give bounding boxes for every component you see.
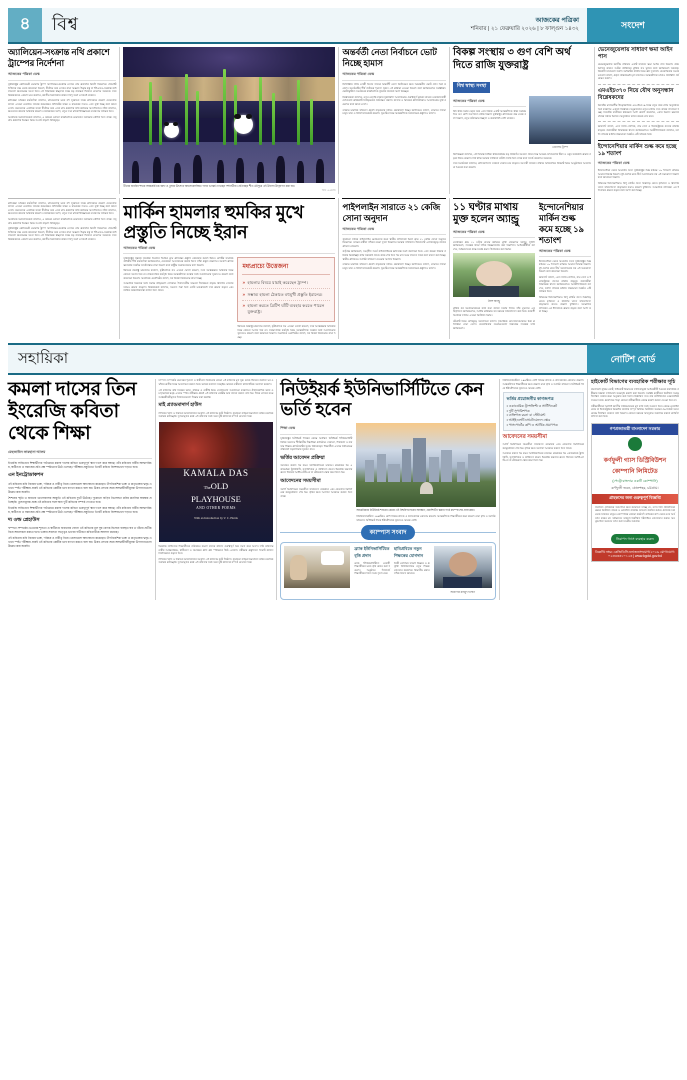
byline-iran: আজকের পত্রিকা ডেস্ক xyxy=(123,245,335,255)
nyu-sec2-body: আর্লি ডিসিশনের সময়সীমা সাধারণত নভেম্বরে এবং রেগুলার ডিসিশনের জানুয়ারিতে শেষ হয়। বৃত্তির জন্য আলাদা আবেদন করতে হতে পারে। xyxy=(280,487,353,498)
headline-nyu: নিউইয়র্ক ইউনিভার্সিটিতে কেন ভর্তি হবেন xyxy=(280,379,484,420)
notice-body-2: পরীক্ষার্থীদের অবশ্যই জাতীয় পরিচয়পত্রের মূল কপি সঙ্গে আনতে হবে। কেন্দ্রে মোবাইল ফোন বা ইলেকট্রনিক ডিভাইস ব্যবহার সম্পূর্ণ নিষিদ্ধ। নির্ধারিত সময়ের ৩০ মিনিট আগে কেন্দ্রে উপস্থিত থাকতে বলা হয়েছে। কোনো ধরনের অসদুপায় অবলম্বন করলে প্রার্থিতা বাতিল করা হবে। xyxy=(590,404,679,419)
column-pipeline xyxy=(342,198,446,340)
alien-body-1: যুক্তরাষ্ট্রের প্রেসিডেন্ট ডোনাল্ড ট্রাম্প অ্যালিয়েন-সংক্রান্ত গোপন নথি প্রকাশের নির্দেশ দিয়েছেন। হোয়াইট হাউসের পক্ষ থেকে জানানো হয়েছে, দীর্ঘদিন ধরে গোপন রাখা অজ্ঞাত উড়ন্ত বস্তু বা ইউএফও-সংক্রান্ত ফাইলগুলো জনসমক্ষে আনা হবে। এই সিদ্ধান্তকে স্বচ্ছতার পক্ষে বড় পদক্ষেপ হিসেবে দেখছেন অনেকে। তবে বিশ্লেষকদের একাংশ মনে করছেন, জাতীয় নিরাপত্তার কারণে কিছু অংশ গোপনই থাকবে। xyxy=(8,83,117,97)
campus-photo-2-caption: অধ্যাপক মাহমুদ হাসান xyxy=(450,589,475,594)
byline-pipeline: আজকের পত্রিকা ডেস্ক xyxy=(342,226,446,236)
headline-hamas: অন্তর্বর্তী নেতা নির্বাচনে ভোট নিচ্ছে হামাস xyxy=(342,47,437,68)
notice-title: হাইকোর্ট বিভাগের ব্যবহারিক পরীক্ষার সূচি xyxy=(590,379,676,386)
checklist-text: দুটি সুপারিশপত্র xyxy=(508,408,530,413)
panda-festival-photo xyxy=(123,47,335,183)
byline-alien: আজকের পত্রিকা ডেস্ক xyxy=(8,71,116,81)
headline-pipeline: পাইপলাইন সারাতে ২১ কেজি সোনা অনুদান xyxy=(342,201,441,223)
campus-item1-body: ব্র্যাক ইউনিভার্সিটিতে মেধাবী শিক্ষার্থীদের মধ্যে বৃত্তি প্রদান করা হয়েছে। অনুষ্ঠানে উপাচার্য শিক্ষার্থীদের হাতে সনদ তুলে দেন। xyxy=(354,561,390,576)
nyu-campus-photo xyxy=(356,423,495,507)
kamala-col2-body-1: দাম্পত্য সম্পর্কের ভেতরের শূন্যতা ও স্বাধীনতা হারানোর বেদনা এই কবিতার মূল সুর। রূপক হিসেবে ব্যবহৃত ঘর ও খাঁচার প্রতীক নিয়ে আলোচনা করতে হবে। ভাষার সরলতা সত্ত্বেও ভাবের গভীরতা কবিতাটিকে আলাদা করেছে। xyxy=(158,379,274,386)
indonesia-sidebar-body-2: বিনিময়ে ইন্দোনেশিয়াও কিছু মার্কিন পণ্যে শুল্কছাড় দেবে। কৃষিপণ্য ও জ্বালানি খাতে সহযোগিতা বাড়ানোর কথাও রয়েছে চুক্তিতে। আঞ্চলিক বাণিজ্যে এর ইতিবাচক প্রভাব পড়বে বলে আশা করা হচ্ছে। xyxy=(597,181,679,193)
column-who xyxy=(453,47,591,194)
trump-photo-caption: ডোনাল্ড ট্রাম্প xyxy=(552,145,568,149)
byline-hamas: আজকের পত্রিকা ডেস্ক xyxy=(342,71,446,81)
ad-ribbon: গ্রাহকদের জন্য গুরুত্বপূর্ণ বিজ্ঞপ্তি xyxy=(592,494,678,504)
campus-news-badge: ক্যাম্পাস সংবাদ xyxy=(361,525,416,540)
headline-iran: মার্কিন হামলার হুমকির মুখে প্রস্তুতি নিচ্ছে ইরান xyxy=(123,201,304,242)
masthead xyxy=(8,8,679,44)
tension-item-text: হামলার বিষয়ে যাচাই করেছেন ট্রাম্প। xyxy=(247,280,308,286)
sohayika-body xyxy=(8,379,679,599)
who-body-1: বিশ্ব স্বাস্থ্য সংস্থা থেকে সরে এসে বিকল্প একটি আন্তর্জাতিক স্বাস্থ্য সংস্থায় তিন গুণ বেশি অর্থ দিতে রাজি হয়েছে যুক্তরাষ্ট্র। প্রশাসনের পক্ষ থেকে বলা হয়েছে, নতুন কাঠামোয় স্বচ্ছতা ও জবাবদিহি বেশি থাকবে। xyxy=(452,109,526,120)
ad-government-header: গণপ্রজাতন্ত্রী বাংলাদেশ সরকার xyxy=(592,424,678,435)
kamala-sec1-body: এই কবিতায় কবি নিজের ভাষা, পরিচয় ও নারীত্ব নিয়ে খোলামেলা আলোচনা করেছেন। ঔপনিবেশিক ভাষা ও মাতৃভাষার দ্বন্দ্ব এখানে স্পষ্ট। পরীক্ষায় প্রায়ই এই কবিতার কেন্দ্রীয় ভাব ব্যাখ্যা করতে বলা হয়। উত্তর লেখার সময় আত্মজীবনীমূলক উপাদানগুলো উল্লেখ করা জরুরি। xyxy=(8,481,152,494)
book-title-1: OLD xyxy=(210,480,229,491)
divider xyxy=(338,47,339,194)
campus-news-badge-row xyxy=(280,525,495,540)
pipeline-body-3: গাজায় মানবিক সহায়তা প্রবেশ বাড়ানোর দাবিও জোরালো হচ্ছে। জাতিসংঘ বলছে, সেখানে লাখো মানুষ খাদ্য ও চিকিৎসাসংকটে রয়েছে। পুনর্গঠন নিয়ে আন্তর্জাতিক সম্মেলনের প্রস্তুতিও চলছে। xyxy=(342,263,446,270)
divider xyxy=(499,379,500,599)
book-the: The xyxy=(203,484,211,490)
notice-body-1: বাংলাদেশ সুপ্রিম কোর্ট, হাইকোর্ট বিভাগের তালিকাভুক্ত আইনজীবী হওয়ার ব্যবহারিক পরীক্ষার সম্ভাব্য তারিখসহ সময়সূচি প্রকাশ করা হয়েছে। সংশ্লিষ্ট প্রার্থীদের নির্ধারিত সময়ে উপস্থিত থাকার জন্য অনুরোধ করা হলো। বিস্তারিত তথ্য বার কাউন্সিলের ওয়েবসাইটে পাওয়া যাবে। প্রবেশপত্র ছাড়া কোনো পরীক্ষার্থীকে কেন্দ্রে প্রবেশ করতে দেওয়া হবে না। xyxy=(590,388,679,402)
ad-company-subtitle: (পেট্রোবাংলার একটি কোম্পানি) xyxy=(612,478,658,483)
nyu-checklist-item: • পাসপোর্টের কপি ও আর্থিক প্রমাণপত্র xyxy=(506,422,558,427)
date-block xyxy=(471,17,579,33)
who-body-2: বিশেষজ্ঞরা বলছেন, এই সিদ্ধান্ত বৈশ্বিক স্বাস্থ্যব্যবস্থায় বড় পরিবর্তন আনতে পারে। নিম্ন আয়ের দেশগুলোর টিকা ও ওষুধ সরবরাহে প্রভাব পড়ার শঙ্কাও রয়েছে। বিশ্ব স্বাস্থ্য সংস্থার তহবিলে ঘাটতি তৈরি হতে পারে বলে সতর্ক করেছেন অনেকে। xyxy=(452,153,591,160)
kamala-sec1-title: এন ইনট্রোডাকশন xyxy=(8,472,44,479)
tension-box-item xyxy=(242,278,330,290)
ad-company-address: কর্ণফুলী ভবন, ষোলশহর, চট্টগ্রাম। xyxy=(611,485,659,490)
news-zone xyxy=(8,47,591,339)
divider xyxy=(449,198,450,340)
campus-item1-title: ব্র্যাক ইউনিভার্সিটিতে বৃত্তি প্রদান xyxy=(354,546,390,559)
divider xyxy=(587,379,588,599)
book-author: KAMALA DAS xyxy=(183,467,249,478)
divider xyxy=(338,198,339,340)
nyu-checklist-box xyxy=(503,392,584,430)
book-cover-image xyxy=(159,422,274,542)
campus-news-frame xyxy=(280,542,495,600)
checklist-text: ব্যক্তিগত রচনা বা স্টেটমেন্ট xyxy=(508,413,546,418)
campus-photo-2 xyxy=(434,546,492,588)
panda-photo-caption: চীনের হারবিন শহরে আন্তর্জাতিক বরফ ও তুষার উৎসবে আলোকসজ্জিত পান্ডা ভাস্কর্য দেখছেন দর্শনার্থীরা। প্রতিবছর শীত মৌসুমে এই উৎসব উদ্‌যাপন করা হয়। xyxy=(123,184,295,188)
page-body xyxy=(8,47,679,339)
byline-sidebar: আজকের পত্রিকা ডেস্ক xyxy=(597,161,630,166)
bullet-icon: » xyxy=(242,303,245,309)
notice-board-column xyxy=(591,379,679,599)
divider xyxy=(119,198,120,340)
section-bar xyxy=(42,8,587,42)
campus-item2-body: হাজী মোহাম্মদ দানেশ বিজ্ঞান ও প্রযুক্তি বিশ্ববিদ্যালয়ে নতুন শিক্ষক যোগদান করেছেন। বিভাগীয় প্রধান তাঁকে স্বাগত জানান। xyxy=(394,561,430,576)
tension-box-item xyxy=(242,289,330,301)
pipeline-body-2: কর্তৃপক্ষ জানিয়েছে, সংগৃহীত অর্থে পাইপলাইনের ক্ষতিগ্রস্ত অংশ বদলানো হবে। এতে কয়েক হাজার পরিবার নিরবচ্ছিন্ন পানি সরবরাহ পাবে। কাজ শেষ হতে ছয় মাস সময় লাগতে পারে বলে ধারণা করা হচ্ছে। স্থানীয় প্রশাসনও আর্থিক সহায়তা দেওয়ার আশ্বাস দিয়েছে। xyxy=(342,250,446,261)
page-number: ৪ xyxy=(8,8,42,42)
sohayika-band xyxy=(8,345,679,375)
kamala-filler-2: ইংরেজি সাহিত্যের শিক্ষার্থীদের পাঠ্যক্রমে কমলা দাসের কবিতা গুরুত্বপূর্ণ স্থান দখল করে আছে। তাঁর কবিতায় নারীর আত্মপরিচয়, স্বাধীনতা ও সমাজের প্রতি প্রশ্ন স্পষ্টভাবে উঠে এসেছে। পরীক্ষার প্রস্তুতিতে তিনটি কবিতা বিশেষভাবে পড়তে হবে। xyxy=(8,505,152,514)
tension-box-title: মধ্যপ্রাচ্যে উত্তেজনা xyxy=(242,261,330,275)
book-intro: With an Introduction by V. C. Harris xyxy=(194,515,238,520)
byline-kamala: মেহজাবিন ফারহানা আলম xyxy=(8,449,152,459)
campus-photo-1 xyxy=(284,546,350,588)
headline-kamala: কমলা দাসের তিন ইংরেজি কবিতা থেকে শিক্ষা xyxy=(8,379,137,445)
headline-alien: অ্যালিয়েন-সংক্রান্ত নথি প্রকাশে ট্রাম্পের নির্দেশনা xyxy=(8,47,110,68)
kamala-sec3-body: শৈশবের স্মৃতি ও হারানো ভালোবাসার আকুতি এই কবিতায় ফুটে উঠেছে। পুরোনো বাড়ির নিঃসঙ্গতা কবির মানসিক অবস্থার প্রতিচ্ছবি। তুলনামূলক প্রশ্নে এই কবিতার সঙ্গে অন্য দুটি কবিতার সম্পর্ক দেখাতে হবে। xyxy=(158,411,274,419)
kamala-filler-3: এই কবিতায় কবি নিজের ভাষা, পরিচয় ও নারীত্ব নিয়ে খোলামেলা আলোচনা করেছেন। ঔপনিবেশিক ভাষা ও মাতৃভাষার দ্বন্দ্ব এখানে স্পষ্ট। পরীক্ষায় প্রায়ই এই কবিতার কেন্দ্রীয় ভাব ব্যাখ্যা করতে বলা হয়। উত্তর লেখার সময় আত্মজীবনীমূলক উপাদানগুলো উল্লেখ করা জরুরি। xyxy=(8,536,152,549)
ad-logo-icon xyxy=(628,437,642,451)
divider xyxy=(449,47,450,194)
book-title-2: PLAYHOUSE xyxy=(191,493,241,504)
nyu-body-1: যুক্তরাষ্ট্রের নিউইয়র্ক শহরের কেন্দ্রে অবস্থিত নিউইয়র্ক ইউনিভার্সিটি বিশ্বের অন্যতম শীর্ষস্থানীয় উচ্চশিক্ষা প্রতিষ্ঠান। গবেষণা, শিল্পকলা ও ব্যবসায় শিক্ষায় প্রতিষ্ঠানটির সুনাম বিশ্বজোড়া। শিক্ষার্থীরা এখানে বৈচিত্র্যময় পরিবেশে পড়াশোনার সুযোগ পান। xyxy=(280,437,353,452)
tension-item-text: সম্ভাব্য হামলা ঠেকাতে বহুমুখী প্রস্তুতি ইরানের। xyxy=(247,291,323,297)
column-alien xyxy=(8,47,116,194)
tension-box-item xyxy=(242,301,330,317)
alien-cont-2: অন্যদিকে সমালোচকেরা বলছেন, এ ধরনের ঘোষণা রাজনৈতিক মনোযোগ সরানোর কৌশল হতে পারে। তবু নথি প্রকাশের দিনক্ষণ নিয়ে আগ্রহ বাড়ছে বিশ্বজুড়ে। xyxy=(8,217,117,225)
headline-andrew: ১১ ঘণ্টার মাথায় মুক্ত হলেন অ্যান্ড্রু xyxy=(452,201,520,226)
kamala-body: ইংরেজি সাহিত্যের শিক্ষার্থীদের পাঠ্যক্রমে কমলা দাসের কবিতা গুরুত্বপূর্ণ স্থান দখল করে আছে। তাঁর কবিতায় নারীর আত্মপরিচয়, স্বাধীনতা ও সমাজের প্রতি প্রশ্ন স্পষ্টভাবে উঠে এসেছে। পরীক্ষার প্রস্তুতিতে তিনটি কবিতা বিশেষভাবে পড়তে হবে। xyxy=(8,461,152,470)
kamala-col2-body-2: এই কবিতায় কবি নিজের ভাষা, পরিচয় ও নারীত্ব নিয়ে খোলামেলা আলোচনা করেছেন। ঔপনিবেশিক ভাষা ও মাতৃভাষার দ্বন্দ্ব এখানে স্পষ্ট। পরীক্ষায় প্রায়ই এই কবিতার কেন্দ্রীয় ভাব ব্যাখ্যা করতে বলা হয়। উত্তর লেখার সময় আত্মজীবনীমূলক উপাদানগুলো উল্লেখ করা জরুরি। xyxy=(158,388,274,399)
kamala-filler-1: শৈশবের স্মৃতি ও হারানো ভালোবাসার আকুতি এই কবিতায় ফুটে উঠেছে। পুরোনো বাড়ির নিঃসঙ্গতা কবির মানসিক অবস্থার প্রতিচ্ছবি। তুলনামূলক প্রশ্নে এই কবিতার সঙ্গে অন্য দুটি কবিতার সম্পর্ক দেখাতে হবে। xyxy=(8,495,152,504)
who-body-3: তবে সমর্থকেরা বলছেন, প্রতিযোগিতা থাকলে সেবার মান বাড়বে। আগামী সাধারণ পরিষদ অধিবেশনে বিষয়টি নিয়ে আনুষ্ঠানিক আলোচনা হওয়ার কথা রয়েছে। xyxy=(452,162,591,169)
alien-cont-1: প্রতিরক্ষা দপ্তরের কর্মকর্তারা বলছেন, নথিগুলোর মধ্যে বহু পুরোনো তদন্ত প্রতিবেদন রয়েছে যেগুলোর ব্যাখ্যা এখনো মেলেনি। সাবেক কয়েকজন পাইলটের সাক্ষ্য ও রাডারের তথ্যও এতে যুক্ত হচ্ছে বলে জানা গেছে। কংগ্রেসের একাধিক সদস্য দীর্ঘদিন ধরে এসব নথি প্রকাশের দাবি জানিয়ে আসছিলেন। তাঁরা বলছেন, জনগণের জানার অধিকার রয়েছে। গবেষকদের আশা, নতুন তথ্য মহাকাশবিজ্ঞানের গবেষণায় সহায়ক হবে। xyxy=(8,201,117,216)
brand-name: আজকের পত্রিকা xyxy=(535,16,579,24)
column-nyu-sidebar xyxy=(503,379,584,599)
byline-who: আজকের পত্রিকা ডেস্ক xyxy=(453,98,526,108)
andrew-body-2: মুক্তির পর সংবাদমাধ্যমের সঙ্গে কথা বলতে চাননি তিনি। তাঁর মুখপাত্র এক বিবৃতিতে জানিয়েছেন, আইনি প্রক্রিয়ায় সব ধরনের সহযোগিতা করা হবে। পরবর্তী শুনানির তারিখ এখনো নির্ধারিত হয়নি। xyxy=(452,306,535,318)
nyu-sec2-title: আবেদনের সময়সীমা xyxy=(280,478,321,484)
indonesia-sidebar-body: ইন্দোনেশিয়া থেকে আমদানি পণ্যে যুক্তরাষ্ট্রের শুল্ক কমিয়ে ১৯ শতাংশে নামিয়ে আনার সিদ্ধান্ত হয়েছে। দুই দেশের মধ্যে দীর্ঘ আলোচনার পর এই সমঝোতা হয়েছে বলে জানানো হয়েছে। xyxy=(597,169,679,180)
checklist-text: আইইএলটিএস/টোয়েফল স্কোর xyxy=(508,417,551,422)
column-nyu xyxy=(280,379,495,599)
nyu-sidebar-extra: আবেদন করতে হয় কমন অ্যাপ্লিকেশনের মাধ্যমে। প্রয়োজন হয় একাডেমিক ট্রান্সক্রিপ্ট, সুপারিশপত্র ও ব্যক্তিগত রচনা। ইংরেজি দক্ষতার প্রমাণ হিসেবে আইইএলটিএস বা টোয়েফল স্কোর জমা দিতে হয়। xyxy=(502,452,584,463)
headline-indonesia: ইন্দোনেশিয়ার মার্কিন শুল্ক কমে হচ্ছে ১৯ শতাংশ xyxy=(538,201,584,245)
byline-andrew: আজকের পত্রিকা ডেস্ক xyxy=(453,229,535,239)
divider xyxy=(155,379,156,599)
sondesh-item-body: নিখোঁজ মালয়েশীয় উড়োজাহাজ এমএইচ৩৭০ নিয়ে নতুন করে যৌথ অনুসন্ধান শুরু করেছেন একদল বিশ্লেষক। সমুদ্রতলের নতুন ম্যাপিং তথ্য কাজে লাগানো হচ্ছে। নিখোঁজ যাত্রীদের স্বজনেরা আশা প্রকাশ করেছেন, এবার হয়তো ধ্বংসাবশেষের সন্ধান মিলবে। অনুসন্ধান চলবে কয়েক মাস ধরে। xyxy=(597,103,679,118)
byline-indonesia: আজকের পত্রিকা ডেস্ক xyxy=(539,248,591,258)
andrew-photo xyxy=(453,253,535,297)
divider xyxy=(119,47,120,194)
iran-body-3: আঞ্চলিক মিত্রদের সঙ্গে সমন্বয় বাড়িয়েছে তেহরান। উপসাগরীয় অঞ্চলে উত্তেজনা বাড়ায় জ্বালানি তেলের দামেও প্রভাব পড়েছে। বিশ্লেষকেরা বলছেন, সংঘাত শুরু হলে গোটা মধ্যপ্রাচ্যেই তার প্রভাব পড়বে এবং বৈশ্বিক সরবরাহব্যবস্থা ব্যাহত হতে পারে। xyxy=(123,282,234,293)
kamala-col2-body-3: ইংরেজি সাহিত্যের শিক্ষার্থীদের পাঠ্যক্রমে কমলা দাসের কবিতা গুরুত্বপূর্ণ স্থান দখল করে আছে। তাঁর কবিতায় নারীর আত্মপরিচয়, স্বাধীনতা ও সমাজের প্রতি প্রশ্ন স্পষ্টভাবে উঠে এসেছে। পরীক্ষার প্রস্তুতিতে তিনটি কবিতা বিশেষভাবে পড়তে হবে। xyxy=(158,545,274,556)
iran-body-4: ইরানের পররাষ্ট্র মন্ত্রণালয় বলেছে, কূটনৈতিক পথ এখনো খোলা রয়েছে, তবে আত্মরক্ষার অধিকার নিয়ে কোনো আপস হবে না। পারমাণবিক কর্মসূচি নিয়ে আন্তর্জাতিক সংস্থার সঙ্গে আলোচনার সুযোগও রয়েছে বলে জানানো হয়েছে। অন্যদিকে ওয়াশিংটন বলছে, সব বিকল্প বিবেচনায় রাখা হচ্ছে। xyxy=(237,324,336,339)
column-kamala-book xyxy=(159,379,274,599)
publication-date: শনিবার | ২১ ফেব্রুয়ারি ২০২৬ | ৮ ফাল্গুন ১৪৩২ xyxy=(470,25,579,32)
notice-board-header: নোটিশ বোর্ড xyxy=(587,345,679,373)
indonesia-body-1: ইন্দোনেশিয়া থেকে আমদানি পণ্যে যুক্তরাষ্ট্রের শুল্ক কমিয়ে ১৯ শতাংশে নামিয়ে আনার সিদ্ধান্ত হয়েছে। দুই দেশের মধ্যে দীর্ঘ আলোচনার পর এই সমঝোতা হয়েছে বলে জানানো হয়েছে। xyxy=(538,259,591,274)
indonesia-body-3: বিনিময়ে ইন্দোনেশিয়াও কিছু মার্কিন পণ্যে শুল্কছাড় দেবে। কৃষিপণ্য ও জ্বালানি খাতে সহযোগিতা বাড়ানোর কথাও রয়েছে চুক্তিতে। আঞ্চলিক বাণিজ্যে এর ইতিবাচক প্রভাব পড়বে বলে আশা করা হচ্ছে। xyxy=(538,295,591,314)
nyu-body-2: বিশ্ববিদ্যালয়টিতে ২০০টিরও বেশি বিষয়ে স্নাতক ও স্নাতকোত্তর প্রোগ্রাম রয়েছে। আন্তর্জাতিক শিক্ষার্থীদের জন্য রয়েছে নানা বৃত্তি ও আর্থিক সহায়তা। নিউইয়র্ক শহরে ইন্টার্নশিপের সুযোগও অনেক বেশি। xyxy=(356,514,496,522)
column-hamas xyxy=(342,47,446,194)
bullet-icon: » xyxy=(242,291,245,297)
bullet-icon: » xyxy=(242,280,245,286)
column-panda-photo xyxy=(123,47,335,194)
nyu-checklist-title: ভর্তির প্রয়োজনীয় কাগজপত্র xyxy=(506,395,554,401)
sondesh-extra-body: জাকার্তা বলছে, এতে তৈরি পোশাক, পাম তেল ও ইলেকট্রনিক পণ্যের রপ্তানি বাড়বে। ব্যবসায়ীরা সিদ্ধান্তকে স্বাগত জানিয়েছেন। অর্থনীতিবিদেরা বলছেন, চলতি বছরের রপ্তানি লক্ষ্যমাত্রা অর্জনে এটি সহায়ক হবে। xyxy=(597,125,679,136)
checklist-text: একাডেমিক ট্রান্সক্রিপ্ট ও সার্টিফিকেট xyxy=(508,404,558,409)
nyu-sec1-body: আবেদন করতে হয় কমন অ্যাপ্লিকেশনের মাধ্যমে। প্রয়োজন হয় একাডেমিক ট্রান্সক্রিপ্ট, সুপারিশপত্র ও ব্যক্তিগত রচনা। ইংরেজি দক্ষতার প্রমাণ হিসেবে আইইএলটিএস বা টোয়েফল স্কোর জমা দিতে হয়। xyxy=(280,464,353,475)
hamas-body-2: বিশ্লেষকেরা বলছেন, নতুন নেতৃত্ব গাজার যুদ্ধবিরতি আলোচনায় গুরুত্বপূর্ণ ভূমিকা রাখবে। মধ্যস্থতাকারী দেশগুলো প্রক্রিয়াটি নিবিড়ভাবে পর্যবেক্ষণ করছে। কাতার ও মিসরের প্রতিনিধিরাও আলোচনায় যুক্ত রয়েছেন বলে জানা গেছে। xyxy=(342,95,446,106)
nyu-checklist-item: • একাডেমিক ট্রান্সক্রিপ্ট ও সার্টিফিকেট xyxy=(506,404,558,409)
andrew-body-3: ঘটনাটি নিয়ে দেশজুড়ে আলোচনা চলছে। সামাজিক যোগাযোগমাধ্যমে মিশ্র প্রতিক্রিয়া দেখা গেছে। মানবাধিকার সংগঠনগুলো নিরপেক্ষ তদন্তের দাবি জানিয়েছে। xyxy=(452,319,535,330)
tension-box xyxy=(237,257,335,322)
column-iran xyxy=(123,198,335,340)
panda-photo-credit: ছবি: এএফপি xyxy=(321,188,336,192)
nyu-checklist-item: • আইইএলটিএস/টোয়েফল স্কোর xyxy=(506,417,551,422)
alien-cont-3: যুক্তরাষ্ট্রের প্রেসিডেন্ট ডোনাল্ড ট্রাম্প অ্যালিয়েন-সংক্রান্ত গোপন নথি প্রকাশের নির্দেশ দিয়েছেন। হোয়াইট হাউসের পক্ষ থেকে জানানো হয়েছে, দীর্ঘদিন ধরে গোপন রাখা অজ্ঞাত উড়ন্ত বস্তু বা ইউএফও-সংক্রান্ত ফাইলগুলো জনসমক্ষে আনা হবে। এই সিদ্ধান্তকে স্বচ্ছতার পক্ষে বড় পদক্ষেপ হিসেবে দেখছেন অনেকে। তবে বিশ্লেষকদের একাংশ মনে করছেন, জাতীয় নিরাপত্তার কারণে কিছু অংশ গোপনই থাকবে। xyxy=(8,227,117,241)
trump-photo xyxy=(529,96,591,144)
hamas-body-1: ফিলিস্তিনি সশস্ত্র গোষ্ঠী হামাস তাদের অন্তর্বর্তী নেতা নির্বাচনের জন্য অভ্যন্তরীণ ভোট গ্রহণ শুরু করেছে। সংগঠনটির শীর্ষ পর্যায়ের শূন্যতা পূরণে এই প্রক্রিয়া নেওয়া হয়েছে বলে জানিয়েছেন সংশ্লিষ্টরা। ভোটাভুটিতে সংগঠনের রাজনৈতিক ব্যুরোর সদস্যরা অংশ নিচ্ছেন। xyxy=(342,83,446,94)
section-title: বিশ্ব xyxy=(52,13,79,34)
sondesh-item-body: ভেনেজুয়েলার জাতীয় পরিষদে একটি সাধারণ ক্ষমা আইন পাস হয়েছে। রাজনৈতিক কারণে আটক ব্যক্তিদের মুক্তির পথ খুলবে বলে জানিয়েছে সরকার। বিরোধী দলগুলো অবশ্য আইনটির পরিধি নিয়ে প্রশ্ন তুলেছে। মানবাধিকার সংগঠনগুলো বলছে, প্রকৃত বাস্তবায়নই মূল চ্যালেঞ্জ। আন্তর্জাতিক মহলও পরিস্থিতি পর্যবেক্ষণ করছে। xyxy=(597,63,679,81)
who-tag: বিশ্ব স্বাস্থ্য সংস্থা xyxy=(453,82,490,93)
sondesh-header: সংদেশ xyxy=(587,8,679,42)
iran-body-2: ইরানের পররাষ্ট্র মন্ত্রণালয় বলেছে, কূটনৈতিক পথ এখনো খোলা রয়েছে, তবে আত্মরক্ষার অধিকার নিয়ে কোনো আপস হবে না। পারমাণবিক কর্মসূচি নিয়ে আন্তর্জাতিক সংস্থার সঙ্গে আলোচনার সুযোগও রয়েছে বলে জানানো হয়েছে। অন্যদিকে ওয়াশিংটন বলছে, সব বিকল্প বিবেচনায় রাখা হচ্ছে। xyxy=(123,269,234,280)
sondesh-sidebar xyxy=(598,47,679,339)
byline-nyu: শিক্ষা ডেস্ক xyxy=(280,425,352,435)
pipeline-body-1: পুরোনো পানির পাইপলাইন মেরামতের জন্য স্থানীয় বাসিন্দারা মিলে প্রায় ২১ কেজি সোনা অনুদান দিয়েছেন। গ্রামের নারীরা তাঁদের গয়না তুলে দিয়েছেন সংস্কার তহবিলে। উদ্যোগটি এলাকাজুড়ে ব্যাপক প্রশংসা পেয়েছে। xyxy=(342,237,446,248)
indonesia-body-2: জাকার্তা বলছে, এতে তৈরি পোশাক, পাম তেল ও ইলেকট্রনিক পণ্যের রপ্তানি বাড়বে। ব্যবসায়ীরা সিদ্ধান্তকে স্বাগত জানিয়েছেন। অর্থনীতিবিদেরা বলছেন, চলতি বছরের রপ্তানি লক্ষ্যমাত্রা অর্জনে এটি সহায়ক হবে। xyxy=(538,275,591,294)
ad-company-title: কর্ণফুলী গ্যাস ডিস্ট্রিবিউশন কোম্পানি লিমিটেড xyxy=(603,457,667,475)
nyu-sidebar-body: বিশ্ববিদ্যালয়টিতে ২০০টিরও বেশি বিষয়ে স্নাতক ও স্নাতকোত্তর প্রোগ্রাম রয়েছে। আন্তর্জাতিক শিক্ষার্থীদের জন্য রয়েছে নানা বৃত্তি ও আর্থিক সহায়তা। নিউইয়র্ক শহরে ইন্টার্নশিপের সুযোগও অনেক বেশি। xyxy=(502,379,584,390)
campus-item2-title: হাবিপ্রবিতে নতুন শিক্ষকের যোগদান xyxy=(394,546,424,559)
divider xyxy=(594,47,595,339)
indonesia-sidebar-headline: ইন্দোনেশিয়ার মার্কিন শুল্ক কমে হচ্ছে ১৯ শতাংশ xyxy=(597,144,677,158)
column-alien-cont xyxy=(8,198,116,340)
column-kamala xyxy=(8,379,152,599)
sohayika-title: সহায়িকা xyxy=(18,349,69,367)
kamala-sec3-title: মাই গ্র্যান্ডমাদার্স হাউস xyxy=(158,402,202,409)
checklist-text: পাসপোর্টের কপি ও আর্থিক প্রমাণপত্র xyxy=(508,422,558,427)
nyu-photo-caption: আমেরিকার নিউইয়র্ক শহরের কেন্দ্রে এই বিশ্ববিদ্যালয়ের অবস্থান; ওয়াশিংটন স্কয়ার পার্ক ক্যাম্পাসের প্রাণকেন্দ্র। xyxy=(356,508,475,513)
ad-body: সম্মানিত গ্রাহকদের অবগতির জন্য জানানো যাচ্ছে যে, গ্যাস বিল পরিশোধের ক্ষেত্রে নির্ধারিত ব্যাংক ও মোবাইল ব্যাংকিং চ্যানেল ব্যবহার করুন। প্রতারক চক্র থেকে সাবধান থাকুন। কোম্পানির কোনো কর্মকর্তা গ্রাহকের কাছ থেকে নগদ অর্থ গ্রহণ করেন না। অভিযোগ থাকলে নির্ধারিত হটলাইনে যোগাযোগ করুন। অননুমোদিত সংযোগ গ্রহণ করা দণ্ডনীয় অপরাধ। xyxy=(594,505,675,524)
kamala-sec2-body-left: দাম্পত্য সম্পর্কের ভেতরের শূন্যতা ও স্বাধীনতা হারানোর বেদনা এই কবিতার মূল সুর। রূপক হিসেবে ব্যবহৃত ঘর ও খাঁচার প্রতীক নিয়ে আলোচনা করতে হবে। ভাষার সরলতা সত্ত্বেও ভাবের গভীরতা কবিতাটিকে আলাদা করেছে। xyxy=(8,526,152,535)
kamala-col2-body-4: শৈশবের স্মৃতি ও হারানো ভালোবাসার আকুতি এই কবিতায় ফুটে উঠেছে। পুরোনো বাড়ির নিঃসঙ্গতা কবির মানসিক অবস্থার প্রতিচ্ছবি। তুলনামূলক প্রশ্নে এই কবিতার সঙ্গে অন্য দুটি কবিতার সম্পর্ক দেখাতে হবে। xyxy=(158,557,274,565)
alien-body-2: প্রতিরক্ষা দপ্তরের কর্মকর্তারা বলছেন, নথিগুলোর মধ্যে বহু পুরোনো তদন্ত প্রতিবেদন রয়েছে যেগুলোর ব্যাখ্যা এখনো মেলেনি। সাবেক কয়েকজন পাইলটের সাক্ষ্য ও রাডারের তথ্যও এতে যুক্ত হচ্ছে বলে জানা গেছে। কংগ্রেসের একাধিক সদস্য দীর্ঘদিন ধরে এসব নথি প্রকাশের দাবি জানিয়ে আসছিলেন। তাঁরা বলছেন, জনগণের জানার অধিকার রয়েছে। গবেষকদের আশা, নতুন তথ্য মহাকাশবিজ্ঞানের গবেষণায় সহায়ক হবে। xyxy=(8,99,117,114)
nyu-sidebar-sec-title: আবেদনের সময়সীমা xyxy=(502,433,548,440)
sondesh-item-title: ভেনেজুয়েলায় সাধারণ ক্ষমা আইন পাস xyxy=(597,47,673,60)
andrew-body-1: গ্রেপ্তারের প্রায় ১১ ঘণ্টার মাথায় জামিনে মুক্তি পেয়েছেন অ্যান্ড্রু। পুলিশ জানিয়েছে, তদন্তের স্বার্থে তাঁকে জিজ্ঞাসাবাদ করা হয়েছিল। আইনজীবীরা বলছেন, অভিযোগের পক্ষে যথেষ্ট প্রমাণ উপস্থাপন করা হয়নি। xyxy=(452,240,535,251)
iran-body-1: যুক্তরাষ্ট্রের সম্ভাব্য সামরিক হামলার হুমকির মুখে প্রতিরক্ষা প্রস্তুতি জোরদার করছে ইরান। দেশটির সামরিক বাহিনীর শীর্ষ কর্মকর্তারা জানিয়েছেন, যেকোনো আগ্রাসনের জবাব দিতে তাঁরা প্রস্তুত রয়েছেন। আকাশ প্রতিরক্ষাব্যবস্থা সর্বোচ্চ সতর্কাবস্থায় রাখা হয়েছে বলে রাষ্ট্রীয় সংবাদমাধ্যমে বলা হয়েছে। xyxy=(123,256,234,267)
hamas-body-3: গাজায় মানবিক সহায়তা প্রবেশ বাড়ানোর দাবিও জোরালো হচ্ছে। জাতিসংঘ বলছে, সেখানে লাখো মানুষ খাদ্য ও চিকিৎসাসংকটে রয়েছে। পুনর্গঠন নিয়ে আন্তর্জাতিক সম্মেলনের প্রস্তুতিও চলছে। xyxy=(342,108,446,116)
book-subtitle: AND OTHER POEMS xyxy=(196,505,236,510)
column-andrew-indonesia xyxy=(453,198,591,340)
sohayika-title-area xyxy=(8,345,587,373)
ad-footer: বিজ্ঞপ্তি নম্বর: কেজিডিসিএল/জনসংযোগ/২০২৬ যোগাযোগ: ০২৩৩৩৩১০১২৩ | www.kgdcl.gov.bd xyxy=(592,548,678,561)
kamala-sec2-title-left: দ্য ওল্ড প্লেহাউস xyxy=(8,516,40,523)
sondesh-item-title: এমএইচ৩৭০ নিয়ে যৌথ অনুসন্ধান বিশ্লেষকদের xyxy=(597,87,674,101)
nyu-sec1-title: ভর্তির আবেদন প্রক্রিয়া xyxy=(280,454,325,461)
nyu-sidebar-sec-body: আর্লি ডিসিশনের সময়সীমা সাধারণত নভেম্বরে এবং রেগুলার ডিসিশনের জানুয়ারিতে শেষ হয়। বৃত্তির জন্য আলাদা আবেদন করতে হতে পারে। xyxy=(502,443,584,450)
alien-body-3: অন্যদিকে সমালোচকেরা বলছেন, এ ধরনের ঘোষণা রাজনৈতিক মনোযোগ সরানোর কৌশল হতে পারে। তবু নথি প্রকাশের দিনক্ষণ নিয়ে আগ্রহ বাড়ছে বিশ্বজুড়ে। xyxy=(8,115,117,123)
kgdcl-advertisement[interactable] xyxy=(591,423,679,562)
nyu-checklist-item: • দুটি সুপারিশপত্র xyxy=(506,408,530,413)
headline-who: বিকল্প সংস্থায় ৩ গুণ বেশি অর্থ দিতে রাজি যুক্তরাষ্ট্র xyxy=(452,47,571,71)
nyu-checklist-item: • ব্যক্তিগত রচনা বা স্টেটমেন্ট xyxy=(506,413,546,418)
tension-item-text: হামলা করতে ব্রিটিশ ঘাঁটি ব্যবহার করতে পারেন যুক্তরাষ্ট্র। xyxy=(247,303,325,314)
andrew-photo-caption: প্রিন্স অ্যান্ড্রু xyxy=(487,298,501,303)
ad-slogan: নিরাপদ গ্যাস ব্যবহার করুন xyxy=(611,534,659,544)
divider xyxy=(276,379,277,599)
